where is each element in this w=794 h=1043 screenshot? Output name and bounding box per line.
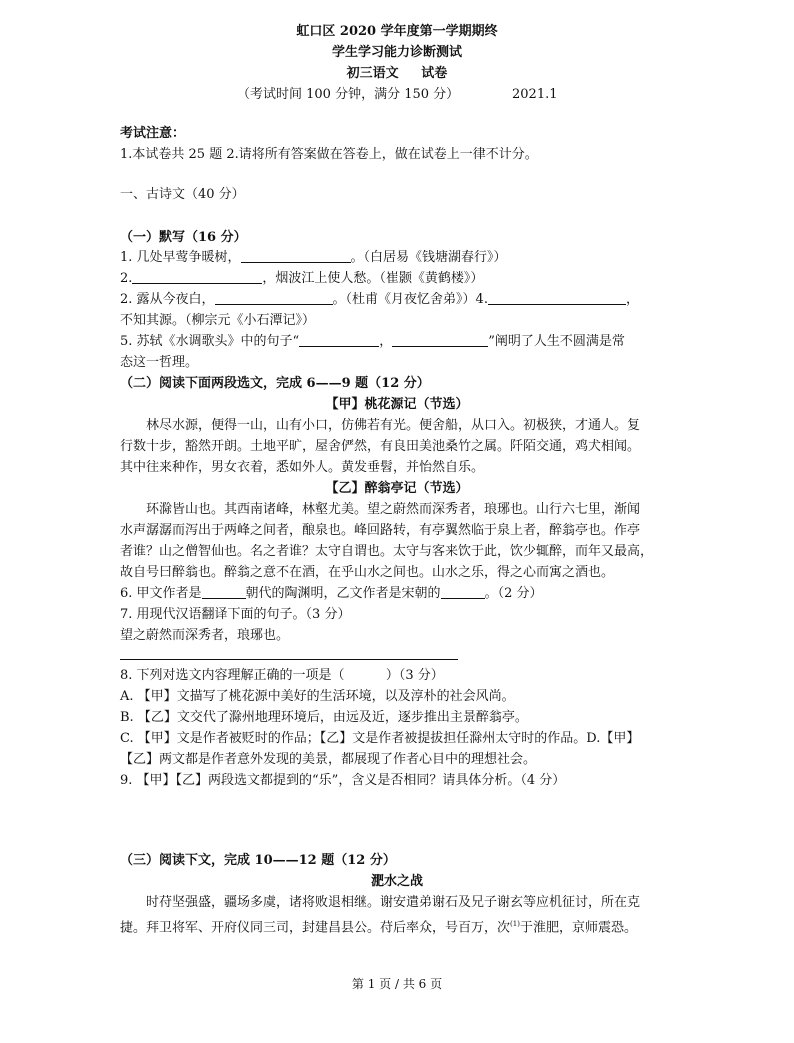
part2-title: （二）阅读下面两段选文，完成 6——9 题（12 分） (120, 376, 430, 391)
answer-blank (392, 332, 488, 347)
essay-line: 时苻坚强盛，疆场多虞，诸将败退相继。谢安遣弟谢石及兄子谢玄等应机征讨，所在克 (146, 895, 641, 910)
question-6: 6. 甲文作者是 朝代的陶渊明，乙文作者是宋朝的 。（2 分） (120, 586, 543, 601)
notice-text: 1.本试卷共 25 题 2.请将所有答案做在答卷上，做在试卷上一律不计分。 (120, 147, 538, 162)
question-5-continued: 态这一哲理。 (120, 355, 199, 370)
section-title: 一、古诗文（40 分） (120, 187, 245, 202)
question-8-option-c: C. 【甲】文是作者被贬时的作品；【乙】文是作者被提拔担任滁州太守时的作品。D.【甲】 (120, 731, 640, 746)
question-7-sentence: 望之蔚然而深秀者，琅琊也。 (120, 628, 290, 643)
exam-info: （考试时间 100 分钟，满分 150 分） (237, 87, 460, 102)
answer-blank (299, 332, 379, 347)
part3-title: （三）阅读下文，完成 10——12 题（12 分） (120, 853, 396, 868)
question-8-option-b: B. 【乙】文交代了滁州地理环境后，由远及近，逐步推出主景醉翁亭。 (120, 710, 528, 725)
essay-line: 捷。拜卫将军、开府仪同三司，封建昌县公。苻后率众，号百万，次$^{(1)}$于淮肥，京师震恐。 (120, 920, 637, 936)
question-5: 5. 苏轼《水调歌头》中的句子“ ， ”阐明了人生不圆满是常 (120, 334, 625, 349)
exam-title-line3: 初三语文 试卷 (346, 66, 448, 81)
question-4-continued: 不知其源。（柳宗元《小石潭记》） (120, 313, 316, 328)
answer-blank (441, 584, 485, 599)
passage-yi-title: 【乙】醉翁亭记（节选） (325, 481, 469, 496)
part1-title: （一）默写（16 分） (120, 230, 247, 245)
passage-jia-line: 林尽水源，便得一山，山有小口，仿佛若有光。便舍船，从口入。初极狭，才通人。复 (146, 418, 641, 433)
answer-blank (488, 290, 626, 305)
answer-line (120, 659, 458, 660)
question-9: 9. 【甲】【乙】两段选文都提到的“乐”，含义是否相同？请具体分析。（4 分） (120, 773, 566, 788)
exam-title-line1: 虹口区 2020 学年度第一学期期终 (296, 24, 498, 39)
passage-yi-line: 者谁？山之僧智仙也。名之者谁？太守自谓也。太守与客来饮于此，饮少辄醉，而年又最高， (120, 544, 654, 559)
answer-blank (241, 248, 351, 263)
question-8: 8. 下列对选文内容理解正确的一项是（ ）（3 分） (120, 668, 444, 683)
question-1: 1. 几处早莺争暖树， 。（白居易《钱塘湖春行》） (120, 250, 507, 265)
question-8-option-a: A. 【甲】文描写了桃花源中美好的生活环境，以及淳朴的社会风尚。 (120, 689, 515, 704)
question-2: 2. ，烟波江上使人愁。（崔颢《黄鹤楼》） (120, 271, 484, 286)
page-number: 第 1 页 / 共 6 页 (351, 977, 443, 991)
passage-yi-line: 故自号曰醉翁也。醉翁之意不在酒，在乎山水之间也。山水之乐，得之心而寓之酒也。 (120, 565, 615, 580)
essay-title: 淝水之战 (370, 874, 423, 889)
passage-yi-line: 环滁皆山也。其西南诸峰，林壑尤美。望之蔚然而深秀者，琅琊也。山行六七里，渐闻 (146, 502, 641, 517)
exam-date: 2021.1 (512, 87, 558, 102)
notice-label: 考试注意： (120, 126, 186, 141)
question-3-4: 2. 露从今夜白， 。（杜甫《月夜忆舍弟》）4. ， (120, 292, 639, 307)
footnote-marker: (1) (510, 920, 520, 928)
question-8-option-d: 【乙】两文都是作者意外发现的美景，都展现了作者心目中的理想社会。 (120, 752, 537, 767)
answer-blank (132, 269, 262, 284)
answer-blank (202, 584, 246, 599)
passage-jia-title: 【甲】桃花源记（节选） (325, 397, 469, 412)
answer-blank (215, 290, 333, 305)
passage-jia-line: 行数十步，豁然开朗。土地平旷，屋舍俨然，有良田美池桑竹之属。阡陌交通，鸡犬相闻。 (120, 439, 641, 454)
exam-title-line2: 学生学习能力诊断测试 (331, 45, 462, 60)
passage-yi-line: 水声潺潺而泻出于两峰之间者，酿泉也。峰回路转，有亭翼然临于泉上者，醉翁亭也。作亭 (120, 523, 641, 538)
passage-jia-line: 其中往来种作，男女衣着，悉如外人。黄发垂髫，并怡然自乐。 (120, 460, 485, 475)
question-7: 7. 用现代汉语翻译下面的句子。（3 分） (120, 607, 351, 622)
